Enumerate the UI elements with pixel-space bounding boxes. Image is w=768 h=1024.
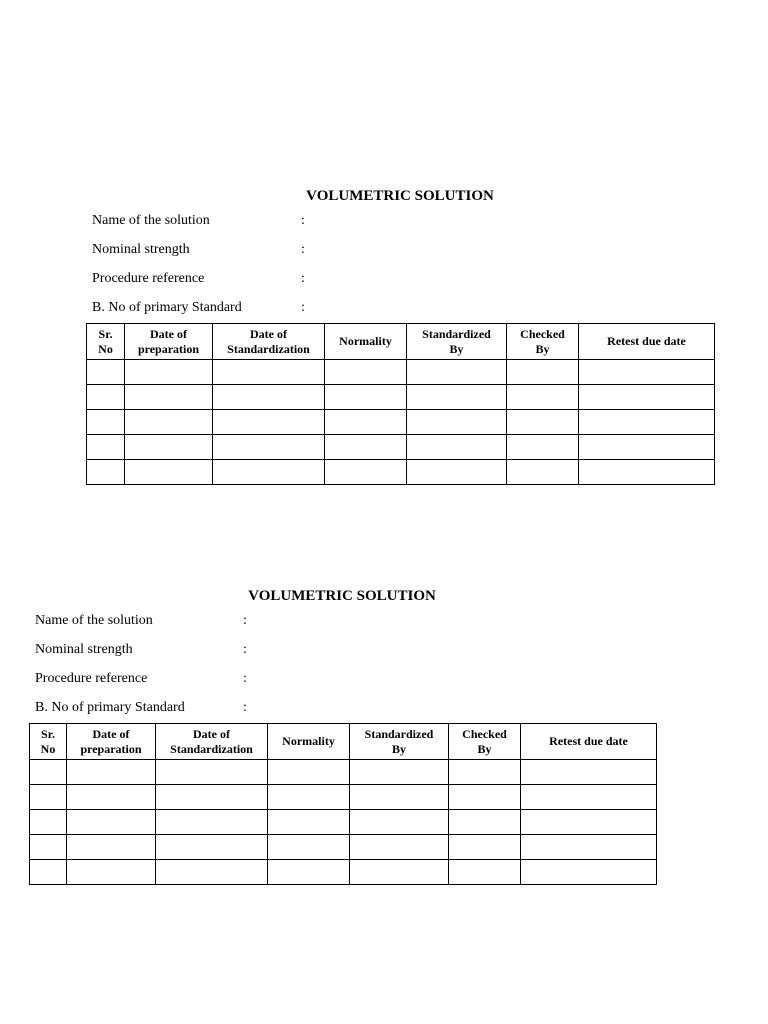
table-body (30, 760, 657, 885)
column-header-line: By (391, 741, 406, 756)
column-header-line: Date of (250, 326, 287, 341)
field-colon: : (243, 642, 247, 657)
column-header (521, 724, 657, 760)
column-header (67, 724, 156, 760)
field-label: B. No of primary Standard (35, 700, 185, 715)
table-cell[interactable] (407, 460, 507, 485)
table-cell[interactable] (67, 785, 156, 810)
table-cell[interactable] (407, 410, 507, 435)
column-header-line: No (40, 741, 56, 756)
table-cell[interactable] (521, 810, 657, 835)
table-row (87, 435, 715, 460)
column-header (507, 324, 579, 360)
column-header-line: Standardized (422, 326, 491, 341)
table-cell[interactable] (579, 435, 715, 460)
table-cell[interactable] (213, 410, 325, 435)
field-label: Name of the solution (92, 213, 210, 228)
table-cell[interactable] (449, 785, 521, 810)
table-cell[interactable] (125, 460, 213, 485)
table-cell[interactable] (579, 410, 715, 435)
table-cell[interactable] (579, 460, 715, 485)
column-header-line: By (449, 341, 464, 356)
column-header-line: Retest due date (549, 734, 628, 748)
table-cell[interactable] (521, 860, 657, 885)
column-header (350, 724, 449, 760)
form-fields (29, 608, 656, 717)
table-cell[interactable] (325, 385, 407, 410)
column-header-line: Standardization (170, 741, 253, 756)
column-header-line: Date of (193, 726, 230, 741)
volumetric-solution-form-1 (86, 186, 714, 485)
field-primary-standard-batch (29, 695, 656, 717)
table-cell[interactable] (350, 760, 449, 785)
table-row (87, 410, 715, 435)
table-cell[interactable] (579, 385, 715, 410)
table-cell[interactable] (30, 785, 67, 810)
field-colon: : (243, 671, 247, 686)
table-cell[interactable] (521, 760, 657, 785)
table-cell[interactable] (213, 435, 325, 460)
table-row (87, 385, 715, 410)
table-cell[interactable] (449, 760, 521, 785)
column-header (30, 724, 67, 760)
field-colon: : (301, 271, 305, 286)
table-cell[interactable] (507, 410, 579, 435)
column-header (325, 324, 407, 360)
standardization-table (86, 323, 715, 485)
table-cell[interactable] (125, 360, 213, 385)
table-cell[interactable] (350, 810, 449, 835)
field-label: Nominal strength (92, 242, 190, 257)
column-header-line: preparation (137, 341, 200, 356)
column-header (407, 324, 507, 360)
field-procedure-reference (86, 266, 714, 295)
table-cell[interactable] (268, 785, 350, 810)
table-cell[interactable] (156, 760, 268, 785)
column-header-line: Checked (462, 726, 507, 741)
table-cell[interactable] (268, 760, 350, 785)
column-header-line: Standardization (227, 341, 310, 356)
table-cell[interactable] (125, 410, 213, 435)
column-header-line: Date of (150, 326, 187, 341)
table-cell[interactable] (30, 760, 67, 785)
table-cell[interactable] (449, 860, 521, 885)
table-cell[interactable] (67, 760, 156, 785)
volumetric-solution-form-2 (29, 586, 656, 885)
table-cell[interactable] (213, 385, 325, 410)
table-cell[interactable] (67, 810, 156, 835)
table-cell[interactable] (87, 435, 125, 460)
table-header-row (30, 724, 657, 760)
table-cell[interactable] (87, 360, 125, 385)
field-colon: : (301, 300, 305, 315)
table-cell[interactable] (268, 810, 350, 835)
column-header (579, 324, 715, 360)
field-colon: : (301, 213, 305, 228)
table-cell[interactable] (268, 835, 350, 860)
table-cell[interactable] (156, 860, 268, 885)
table-row (30, 760, 657, 785)
table-cell[interactable] (213, 460, 325, 485)
table-cell[interactable] (156, 835, 268, 860)
table-cell[interactable] (449, 810, 521, 835)
table-cell[interactable] (87, 385, 125, 410)
form-fields (86, 208, 714, 317)
table-cell[interactable] (325, 460, 407, 485)
column-header (125, 324, 213, 360)
table-cell[interactable] (507, 360, 579, 385)
table-cell[interactable] (67, 860, 156, 885)
field-solution-name (29, 608, 656, 637)
table-cell[interactable] (325, 410, 407, 435)
field-label: Nominal strength (35, 642, 133, 657)
column-header-line: Date of (92, 726, 130, 741)
form-title: VOLUMETRIC SOLUTION (248, 588, 436, 604)
table-cell[interactable] (350, 835, 449, 860)
column-header-line: Retest due date (607, 334, 686, 348)
column-header (449, 724, 521, 760)
column-header (268, 724, 350, 760)
table-cell[interactable] (30, 835, 67, 860)
column-header-line: By (477, 741, 492, 756)
column-header-line: No (98, 341, 113, 356)
table-cell[interactable] (325, 435, 407, 460)
table-cell[interactable] (507, 460, 579, 485)
table-cell[interactable] (125, 435, 213, 460)
column-header-line: By (535, 341, 550, 356)
column-header-line: Standardized (364, 726, 434, 741)
table-row (30, 860, 657, 885)
table-cell[interactable] (521, 785, 657, 810)
table-cell[interactable] (407, 385, 507, 410)
table-cell[interactable] (579, 360, 715, 385)
table-row (30, 835, 657, 860)
table-cell[interactable] (30, 810, 67, 835)
form-title: VOLUMETRIC SOLUTION (306, 188, 494, 204)
table-cell[interactable] (507, 435, 579, 460)
column-header-line: Sr. (41, 726, 55, 741)
table-cell[interactable] (521, 835, 657, 860)
table-cell[interactable] (156, 810, 268, 835)
table-cell[interactable] (350, 860, 449, 885)
field-solution-name (86, 208, 714, 237)
field-nominal-strength (86, 237, 714, 266)
column-header-line: Sr. (98, 326, 113, 341)
table-row (87, 460, 715, 485)
column-header-line: Normality (339, 334, 392, 348)
table-cell[interactable] (507, 385, 579, 410)
table-header-row (87, 324, 715, 360)
field-label: Procedure reference (92, 271, 205, 286)
table-cell[interactable] (407, 360, 507, 385)
column-header (87, 324, 125, 360)
column-header-line: preparation (80, 741, 142, 756)
field-nominal-strength (29, 637, 656, 666)
column-header (156, 724, 268, 760)
field-label: B. No of primary Standard (92, 300, 242, 315)
field-colon: : (243, 700, 247, 715)
column-header-line: Normality (282, 734, 335, 748)
table-cell[interactable] (213, 360, 325, 385)
table-cell[interactable] (30, 860, 67, 885)
field-primary-standard-batch (86, 295, 714, 317)
table-cell[interactable] (449, 835, 521, 860)
field-procedure-reference (29, 666, 656, 695)
field-colon: : (301, 242, 305, 257)
field-label: Procedure reference (35, 671, 148, 686)
table-cell[interactable] (407, 435, 507, 460)
table-row (30, 785, 657, 810)
table-cell[interactable] (268, 860, 350, 885)
table-cell[interactable] (156, 785, 268, 810)
table-body (87, 360, 715, 485)
table-cell[interactable] (87, 460, 125, 485)
table-cell[interactable] (87, 410, 125, 435)
standardization-table (29, 723, 657, 885)
field-label: Name of the solution (35, 613, 153, 628)
table-cell[interactable] (125, 385, 213, 410)
column-header (213, 324, 325, 360)
column-header-line: Checked (520, 326, 565, 341)
table-row (30, 810, 657, 835)
table-cell[interactable] (350, 785, 449, 810)
field-colon: : (243, 613, 247, 628)
table-cell[interactable] (67, 835, 156, 860)
table-cell[interactable] (325, 360, 407, 385)
table-row (87, 360, 715, 385)
